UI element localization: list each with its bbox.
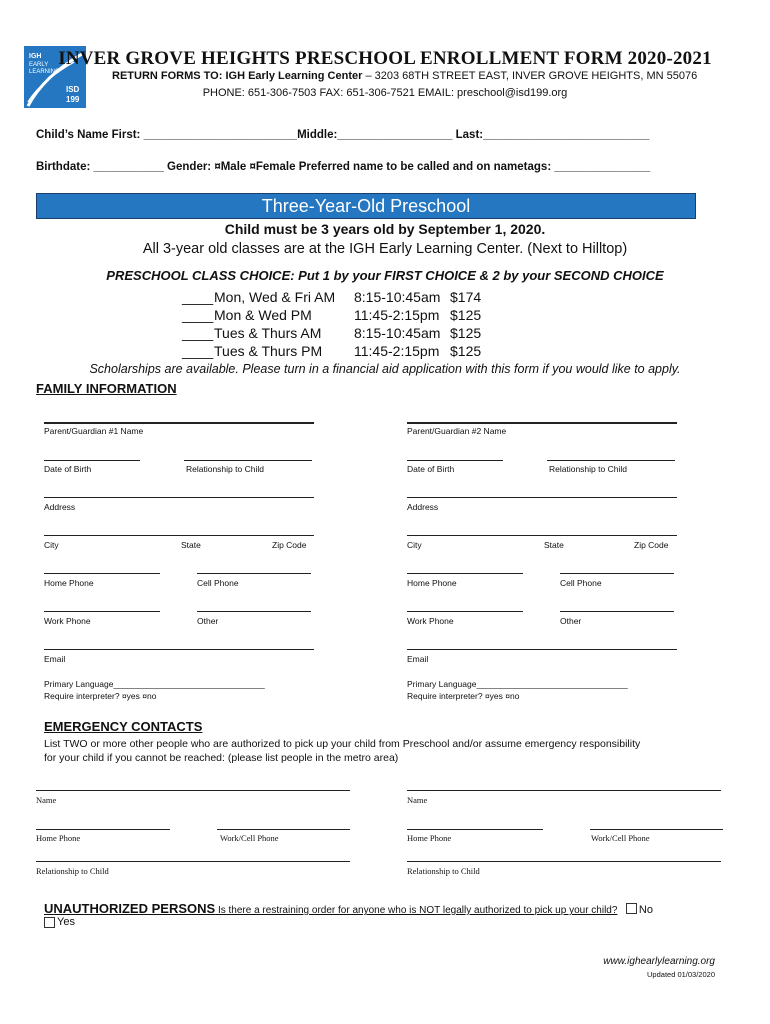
ec1-work-line[interactable] bbox=[217, 829, 350, 830]
g1-work-label: Work Phone bbox=[44, 616, 91, 626]
g1-language-field[interactable]: Primary Language________________________________ bbox=[44, 679, 265, 689]
ec1-name-line[interactable] bbox=[36, 790, 350, 791]
g1-cell-label: Cell Phone bbox=[197, 578, 239, 588]
class-choice-instructions: PRESCHOOL CLASS CHOICE: Put 1 by your FIRST CHOICE & 2 by your SECOND CHOICE bbox=[106, 268, 664, 283]
ec2-home-line[interactable] bbox=[407, 829, 543, 830]
ec2-name-line[interactable] bbox=[407, 790, 721, 791]
class-time: 8:15-10:45am bbox=[354, 289, 441, 305]
unauthorized-question: Is there a restraining order for anyone who is NOT legally authorized to pick up your child? bbox=[215, 905, 618, 916]
g2-other-line[interactable] bbox=[560, 611, 674, 612]
unauthorized-heading: UNAUTHORIZED PERSONS bbox=[44, 901, 216, 916]
g1-other-line[interactable] bbox=[197, 611, 311, 612]
class-days: Tues & Thurs AM bbox=[214, 325, 322, 341]
g1-home-label: Home Phone bbox=[44, 578, 94, 588]
g1-dob-label: Date of Birth bbox=[44, 464, 92, 474]
emergency-instructions-1: List TWO or more other people who are authorized to pick up your child from Preschool and/or assume emergency responsibility bbox=[44, 738, 641, 750]
location-note: All 3-year old classes are at the IGH Early Learning Center. (Next to Hilltop) bbox=[142, 241, 628, 257]
ec2-work-label: Work/Cell Phone bbox=[591, 833, 650, 843]
g2-home-line[interactable] bbox=[407, 573, 523, 574]
ec2-rel-line[interactable] bbox=[407, 861, 721, 862]
scholarship-note: Scholarships are available. Please turn in a financial aid application with this form if you would like to apply. bbox=[89, 362, 681, 376]
program-banner: Three-Year-Old Preschool bbox=[36, 193, 696, 219]
g2-work-line[interactable] bbox=[407, 611, 523, 612]
choice-blank: ____ bbox=[182, 307, 214, 323]
class-price: $125 bbox=[450, 325, 482, 341]
ec1-work-label: Work/Cell Phone bbox=[220, 833, 279, 843]
updated-date: Updated 01/03/2020 bbox=[647, 970, 715, 979]
emergency-instructions-2: for your child if you cannot be reached: (please list people in the metro area) bbox=[44, 752, 399, 764]
g2-city-label: City bbox=[407, 540, 422, 550]
class-time: 8:15-10:45am bbox=[354, 325, 441, 341]
g1-other-label: Other bbox=[197, 616, 219, 626]
g2-email-label: Email bbox=[407, 654, 429, 664]
g1-email-line[interactable] bbox=[44, 649, 314, 650]
g2-email-line[interactable] bbox=[407, 649, 677, 650]
class-row[interactable] bbox=[182, 342, 481, 360]
ec1-name-label: Name bbox=[36, 795, 57, 805]
class-row[interactable] bbox=[182, 324, 481, 342]
ec1-rel-line[interactable] bbox=[36, 861, 350, 862]
family-heading: FAMILY INFORMATION bbox=[36, 381, 177, 396]
class-days: Mon & Wed PM bbox=[214, 307, 312, 323]
g1-name-label: Parent/Guardian #1 Name bbox=[44, 426, 144, 436]
class-price: $174 bbox=[450, 289, 482, 305]
logo-text-early: EARLY bbox=[29, 62, 49, 68]
g1-rel-label: Relationship to Child bbox=[186, 464, 264, 474]
choice-blank: ____ bbox=[182, 289, 214, 305]
class-row[interactable] bbox=[182, 306, 481, 324]
g2-rel-line[interactable] bbox=[547, 460, 675, 461]
class-price: $125 bbox=[450, 307, 482, 323]
g1-rel-line[interactable] bbox=[184, 460, 312, 461]
g1-interpreter-field[interactable]: Require interpreter? ¤yes ¤no bbox=[44, 691, 157, 701]
ec2-rel-label: Relationship to Child bbox=[407, 866, 480, 876]
class-days: Tues & Thurs PM bbox=[214, 343, 323, 359]
g1-address-label: Address bbox=[44, 502, 76, 512]
yes-checkbox[interactable] bbox=[44, 917, 55, 928]
form-title: INVER GROVE HEIGHTS PRESCHOOL ENROLLMENT FORM 2020-2021 bbox=[58, 48, 712, 69]
no-checkbox[interactable] bbox=[626, 903, 637, 914]
g2-cell-line[interactable] bbox=[560, 573, 674, 574]
return-line bbox=[112, 70, 697, 82]
g2-dob-line[interactable] bbox=[407, 460, 503, 461]
g2-work-label: Work Phone bbox=[407, 616, 454, 626]
ec1-home-label: Home Phone bbox=[36, 833, 81, 843]
g1-name-line[interactable] bbox=[44, 422, 314, 424]
ec2-work-line[interactable] bbox=[590, 829, 723, 830]
g1-home-line[interactable] bbox=[44, 573, 160, 574]
logo-text-199: 199 bbox=[66, 95, 80, 104]
choice-blank: ____ bbox=[182, 343, 214, 359]
g2-address-line[interactable] bbox=[407, 497, 677, 498]
return-label: RETURN FORMS TO: IGH Early Learning Center bbox=[112, 70, 363, 82]
g2-address-label: Address bbox=[407, 502, 439, 512]
class-price: $125 bbox=[450, 343, 482, 359]
ec2-home-label: Home Phone bbox=[407, 833, 452, 843]
g1-work-line[interactable] bbox=[44, 611, 160, 612]
logo-text-learning: LEARNING bbox=[29, 69, 60, 75]
g2-interpreter-field[interactable]: Require interpreter? ¤yes ¤no bbox=[407, 691, 520, 701]
birthdate-gender-field[interactable]: Birthdate: ___________ Gender: ¤Male ¤Female Preferred name to be called and on nametags: _______________ bbox=[36, 161, 651, 173]
ec1-rel-label: Relationship to Child bbox=[36, 866, 109, 876]
class-time: 11:45-2:15pm bbox=[354, 307, 440, 323]
ec1-home-line[interactable] bbox=[36, 829, 170, 830]
g1-state-label: State bbox=[181, 540, 201, 550]
g2-other-label: Other bbox=[560, 616, 582, 626]
g2-home-label: Home Phone bbox=[407, 578, 457, 588]
g1-cell-line[interactable] bbox=[197, 573, 311, 574]
yes-option bbox=[40, 916, 75, 928]
class-row[interactable] bbox=[182, 288, 481, 306]
g1-address-line[interactable] bbox=[44, 497, 314, 498]
emergency-heading: EMERGENCY CONTACTS bbox=[44, 719, 203, 734]
g2-dob-label: Date of Birth bbox=[407, 464, 455, 474]
logo-text-igh: IGH bbox=[29, 53, 42, 60]
child-name-field[interactable]: Child’s Name First: ________________________Middle:__________________ Last:__________________________ bbox=[36, 129, 650, 141]
g1-email-label: Email bbox=[44, 654, 66, 664]
website-link[interactable]: www.ighearlylearning.org bbox=[603, 956, 715, 967]
age-requirement: Child must be 3 years old by September 1, 2020. bbox=[224, 221, 546, 237]
yes-label: Yes bbox=[57, 916, 75, 928]
ec2-name-label: Name bbox=[407, 795, 428, 805]
g2-city-line[interactable] bbox=[407, 535, 677, 536]
class-schedule bbox=[182, 288, 481, 360]
g2-language-field[interactable]: Primary Language________________________________ bbox=[407, 679, 628, 689]
return-address: – 3203 68TH STREET EAST, INVER GROVE HEIGHTS, MN 55076 bbox=[362, 70, 698, 82]
unauthorized-row bbox=[44, 900, 653, 918]
class-days: Mon, Wed & Fri AM bbox=[214, 289, 336, 305]
g2-cell-label: Cell Phone bbox=[560, 578, 602, 588]
g2-rel-label: Relationship to Child bbox=[549, 464, 627, 474]
contact-line: PHONE: 651-306-7503 FAX: 651-306-7521 EMAIL: preschool@isd199.org bbox=[202, 87, 568, 99]
choice-blank: ____ bbox=[182, 325, 214, 341]
no-label: No bbox=[638, 904, 653, 916]
g2-zip-label: Zip Code bbox=[634, 540, 669, 550]
g2-state-label: State bbox=[544, 540, 564, 550]
g1-city-label: City bbox=[44, 540, 59, 550]
g1-dob-line[interactable] bbox=[44, 460, 140, 461]
g2-name-label: Parent/Guardian #2 Name bbox=[407, 426, 507, 436]
g1-zip-label: Zip Code bbox=[272, 540, 307, 550]
g2-name-line[interactable] bbox=[407, 422, 677, 424]
class-time: 11:45-2:15pm bbox=[354, 343, 440, 359]
logo-text-isd: ISD bbox=[66, 85, 80, 94]
g1-city-line[interactable] bbox=[44, 535, 314, 536]
